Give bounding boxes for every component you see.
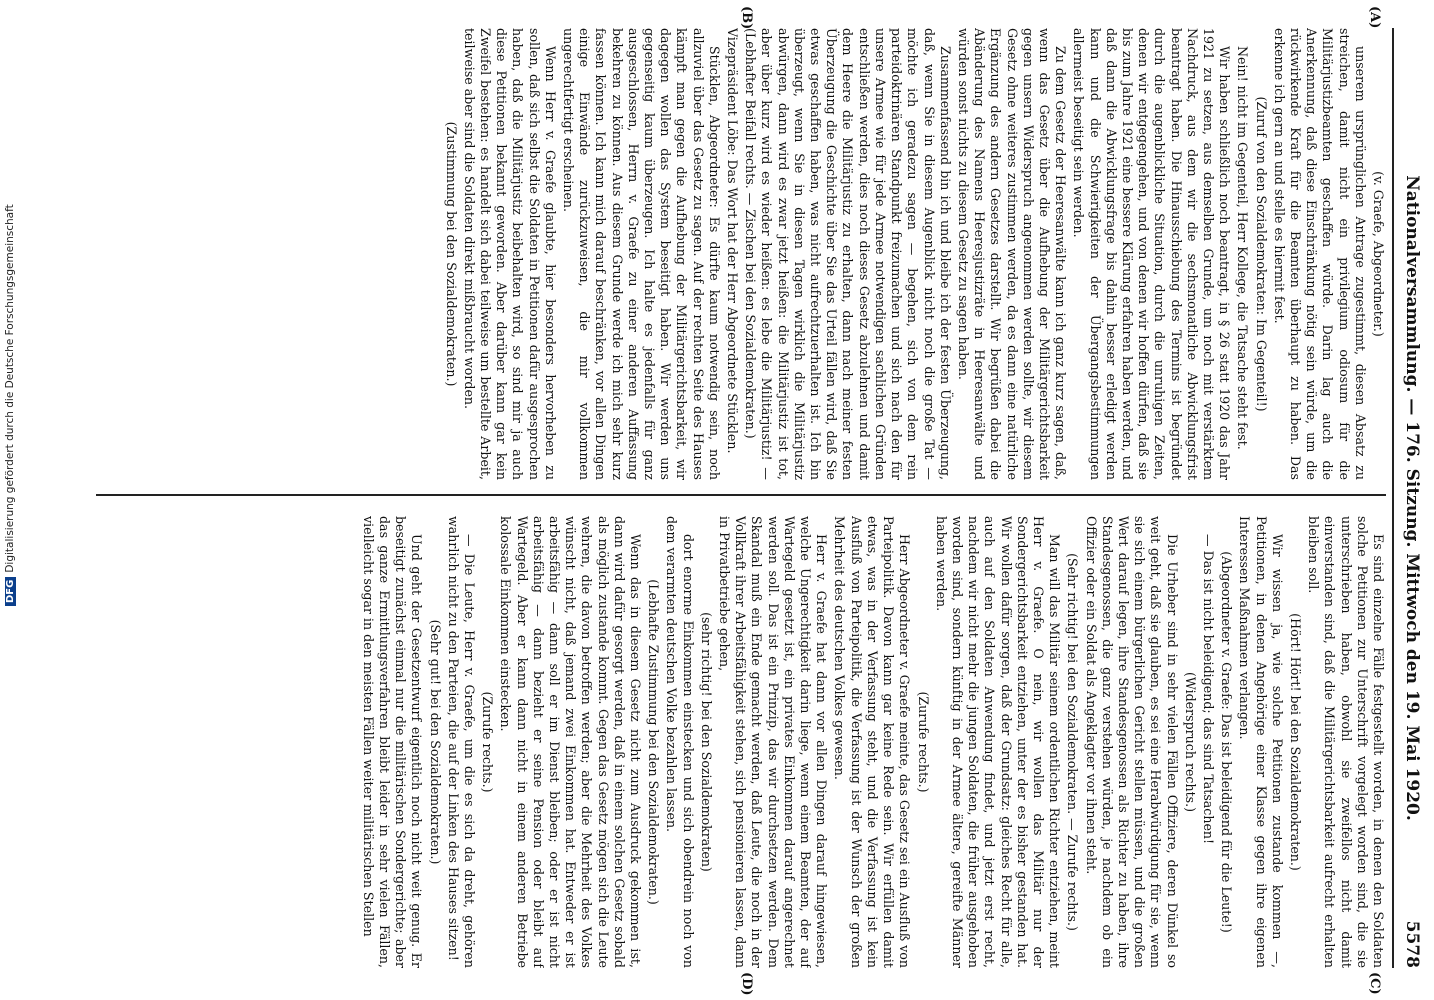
interjection: (Sehr richtig! bei den Sozialdemokraten. — Zurufe rechts.): [1065, 553, 1081, 931]
interjection: (Zustimmung bei den Sozialdemokraten.): [443, 121, 459, 387]
paragraph: Wir wissen ja, wie solche Petitionen zustande kommen —, Petitionen, in denen Angehörige einer Klasse gegen ihre eigenen Interessen Maßnahmen verlangen.: [1237, 516, 1285, 968]
digitization-credit: [4, 204, 20, 606]
digitization-credit-text: Digitalisierung gefördert durch die Deutsche Forschungsgemeinschaft: [4, 204, 16, 573]
paragraph: Nein! nicht im Gegenteil, Herr Kollege, die Tatsache steht fest.: [1235, 46, 1251, 450]
page-number: 5578: [1402, 920, 1422, 968]
dfg-logo: DFG: [5, 577, 16, 606]
paragraph: Stücklen, Abgeordneter: Es dürfte kaum notwendig sein, noch allzuviel über das Gesetz zu sagen. Auf der rechten Seite des Hauses kämpft man gegen die Aufhebung der Militärgerichtsbarkeit, wir dagegen wollen das System beseitigt haben. Wir werden uns gegenseitig kaum überzeugen. Ich halte es jedenfalls für ganz ausgeschlossen, Herrn v. Graefe zu einer anderen Auffassung bekehren zu können. Aus diesem Grunde werde ich mich sehr kurz fassen können. Ich kann mich darauf beschränken, vor allen Dingen einige Einwände zurückzuweisen, die mir vollkommen ungerechtfertigt erscheinen.: [561, 28, 722, 480]
margin-marker-d: (D): [739, 972, 754, 996]
interjection: (Lebhafte Zustimmung bei den Sozialdemokraten.): [646, 579, 662, 905]
paragraph: Herr v. Graefe hat dann vor allen Dingen darauf hingewiesen, welche Ungerechtigkeit darin liege, wenn einem Beamten, der auf Wartegeld gesetzt ist, ein privates Einkommen darauf angerechnet werden soll. Das ist ein Prinzip, das wir durchsetzen werden. Dem Skandal muß ein Ende gemacht werden, daß Leute, die noch in der Vollkraft ihrer Arbeitsfähigkeit stehen, sich pensionieren lassen, dann in Privatbetriebe gehen,: [717, 516, 830, 968]
paragraph: Zusammenfassend bin ich und bleibe ich der festen Überzeugung, daß, wenn Sie in diesem Augenblick nicht noch die große Tat — möchte ich geradezu sagen — begehen, sich von dem rein parteidoktrinären Standpunkt freizumachen und sich nach den für unsere Armee wie für jede Armee notwendigen sachlichen Gründen entschließen werden, dies noch dieses Gesetz abzulehnen und damit dem Heere die Militärjustiz zu erhalten, dann nach meiner festen Überzeugung die Geschichte über Sie das Urteil fällen wird, daß Sie etwas geschaffen haben, was nicht aufrechtzuerhalten ist. Ich bin überzeugt, wenn Sie in diesen Tagen wirklich die Militärjustiz abwürgen, dann wird es zwar jetzt heißen: die Militärjustiz ist tot, aber über kurz wird es wieder heißen: es lebe die Militärjustiz! — (Lebhafter Beifall rechts. — Zischen bei den Sozialdemokraten.): [743, 28, 953, 480]
paragraph: — Die Leute, Herr v. Graefe, um die es sich da dreht, gehören wahrlich nicht zu den Parteien, die auf der Linken des Hauses sitzen!: [445, 516, 478, 968]
interjection: (Widerspruch rechts.): [1182, 671, 1198, 813]
header-title: Nationalversammlung. — 176. Sitzung. Mittwoch den 19. Mai 1920.: [1402, 175, 1422, 821]
text-column-right: [96, 516, 1386, 968]
margin-marker-b: (B): [739, 6, 754, 30]
interjection: (Zurufe rechts.): [915, 691, 931, 793]
paragraph: Die Urheber sind in sehr vielen Fällen Offiziere, deren Dünkel so weit geht, daß sie glauben, es sei eine Herabwürdigung für sie, wenn sie sich einem bürgerlichen Gericht stellen müssen, und die großen Wert darauf legen, ihre Standesgenossen als Richter zu haben, ihre Standesgenossen, die ganz verstehen würden, je nachdem ob ein Offizier oder ein Soldat als Angeklagter vor ihnen steht.: [1083, 516, 1180, 968]
speaker-header: (v. Graefe, Abgeordneter.): [1371, 171, 1386, 337]
margin-marker-c: (C): [1367, 972, 1382, 995]
paragraph: Wenn das in diesem Gesetz nicht zum Ausdruck gekommen ist, dann wird dafür gesorgt werden, daß in einem solchen Gesetz sobald als möglich zustande kommt. Gegen das Gesetz mögen sich die Leute wehren, die davon betroffen werden; aber die Mehrheit des Volkes wünscht nicht, daß jemand zwei Einkommen hat. Entweder er ist arbeitsfähig — dann soll er im Dienst bleiben; oder er ist nicht arbeitsfähig — dann bezieht er seine Pension oder bleibt auf Wartegeld. Aber er kann dann nicht in einem anderen Betriebe kolossale Einkommen einstecken.: [498, 516, 644, 968]
paragraph: — Das ist nicht beleidigend; das sind Tatsachen!: [1200, 534, 1216, 845]
paragraph: Und geht der Gesetzentwurf eigentlich noch nicht weit genug. Er beseitigt zunächst einmal nur die militärischen Sondergerichte; aber das ganze Ermittlungsverfahren bleibt leider in sehr vielen Fällen, vielleicht sogar in den meisten Fällen weiter militärischen Stellen: [360, 516, 425, 968]
interjection: (Hört! Hört! bei den Sozialdemokraten.): [1287, 613, 1303, 871]
column-divider: [96, 494, 1386, 496]
paragraph: Zu dem Gesetz der Heeresanwälte kann ich ganz kurz sagen, daß, wenn das Gesetz über die Aufhebung der Militärgerichtsbarkeit gegen unsern Widerspruch angenommen werden sollte, wir diesem Gesetz ohne weiteres zustimmen werden, da es dann eine natürliche Ergänzung des andern Gesetzes darstellt. Wir begrüßen dabei die Abänderung des Namens Heeresjustizräte in Heeresanwälte und würden sonst nichts zu diesem Gesetz zu sagen haben.: [955, 28, 1069, 480]
interjection: (Abgeordneter v. Graefe: Das ist beleidigend für die Leute!): [1219, 551, 1235, 933]
interjection: (Zurufe rechts.): [480, 691, 496, 793]
president-statement: Vizepräsident Löbe: Das Wort hat der Herr Abgeordnete Stücklen.: [725, 28, 741, 454]
paragraph: Man will das Militär seinem ordentlichen Richter entziehen, meint Herr v. Graefe. O nein, wir wollen das Militär nur der Sondergerichtsbarkeit entziehen, unter der es bisher gestanden hat. Wir wollen dafür sorgen, daß der Grundsatz: gleiches Recht für alle, auch auf den Soldaten Anwendung findet, und jetzt erst recht, nachdem wir nicht mehr die jungen Soldaten, die früher ausgehoben worden sind, sondern künftig in der Armee ältere, gereifte Männer haben werden.: [933, 516, 1063, 968]
header-rule: [1392, 28, 1394, 968]
text-column-left: [96, 28, 1386, 480]
margin-marker-a: (A): [1367, 6, 1382, 29]
interjection: (sehr richtig! bei den Sozialdemokraten): [698, 612, 714, 872]
paragraph: dort enorme Einkommen einstecken und sich obendrein noch von dem verarmten deutschen Volke bezahlen lassen.: [664, 516, 696, 968]
paragraph: Herr Abgeordneter v. Graefe meinte, das Gesetz sei ein Ausfluß von Parteipolitik. Davon kann gar keine Rede sein. Wir erfüllen damit etwas, was in der Verfassung steht, und die Verfassung ist kein Ausfluß von Parteipolitik, die Verfassung ist der Wunsch der großen Mehrheit des deutschen Volkes gewesen.: [832, 516, 913, 968]
interjection: (Zuruf von den Sozialdemokraten: Im Gegenteil!): [1253, 96, 1269, 412]
interjection: (Sehr gut! bei den Sozialdemokraten.): [427, 619, 443, 865]
paragraph: Es sind einzelne Fälle festgestellt worden, in denen den Soldaten solche Petitionen zur Unterschrift vorgelegt worden sind, die sie unterschrieben haben, obwohl sie zweifellos nicht damit einverstanden sind, daß die Militärgerichtsbarkeit aufrecht erhalten bleiben soll.: [1306, 516, 1386, 968]
page-header: [1394, 28, 1428, 968]
paragraph: Wir haben schließlich noch beantragt, in § 26 statt 1920 das Jahr 1921 zu setzen, aus demselben Grunde, um noch mit verstärktem Nachdruck, aus dem wir die sechsmonatliche Abwicklungsfrist beantragt haben. Die Hinausschiebung des Termins ist begründet durch die augenblickliche Situation, durch die unruhigen Zeiten, denen wir entgegengehen, und von denen wir hoffen dürfen, daß sie bis zum Jahre 1921 eine bessere Klärung erfahren haben werden, und daß dann die Abwicklungsfrage bis dahin besser erledigt werden kann und die Schwierigkeiten der Übergangsbestimmungen allermeist beseitigt sein werden.: [1071, 28, 1233, 480]
paragraph: Wenn Herr v. Graefe glaubte, hier besonders hervorheben zu sollen, daß sich selbst die Soldaten in Petitionen dafür ausgesprochen haben, daß die Militärjustiz beibehalten wird, so sind mir ja auch diese Petitionen bekannt geworden. Aber darüber kann gar kein Zweifel bestehen: es handelt sich dabei teilweise um bestellte Arbeit, teilweise aber sind die Soldaten direkt mißbraucht worden.: [461, 28, 558, 480]
paragraph: unserem ursprünglichen Antrage zugestimmt, diesen Absatz zu streichen, damit nicht ein privilegium odiosum für die Militärjustizbeamten geschaffen würde. Darin lag auch die Anerkennung, daß diese Einschränkung nötig sein würde, um die rückwirkende Kraft für die Beamten überhaupt zu haben. Das erkenne ich gern an und stelle es hiermit fest.: [1271, 28, 1368, 480]
